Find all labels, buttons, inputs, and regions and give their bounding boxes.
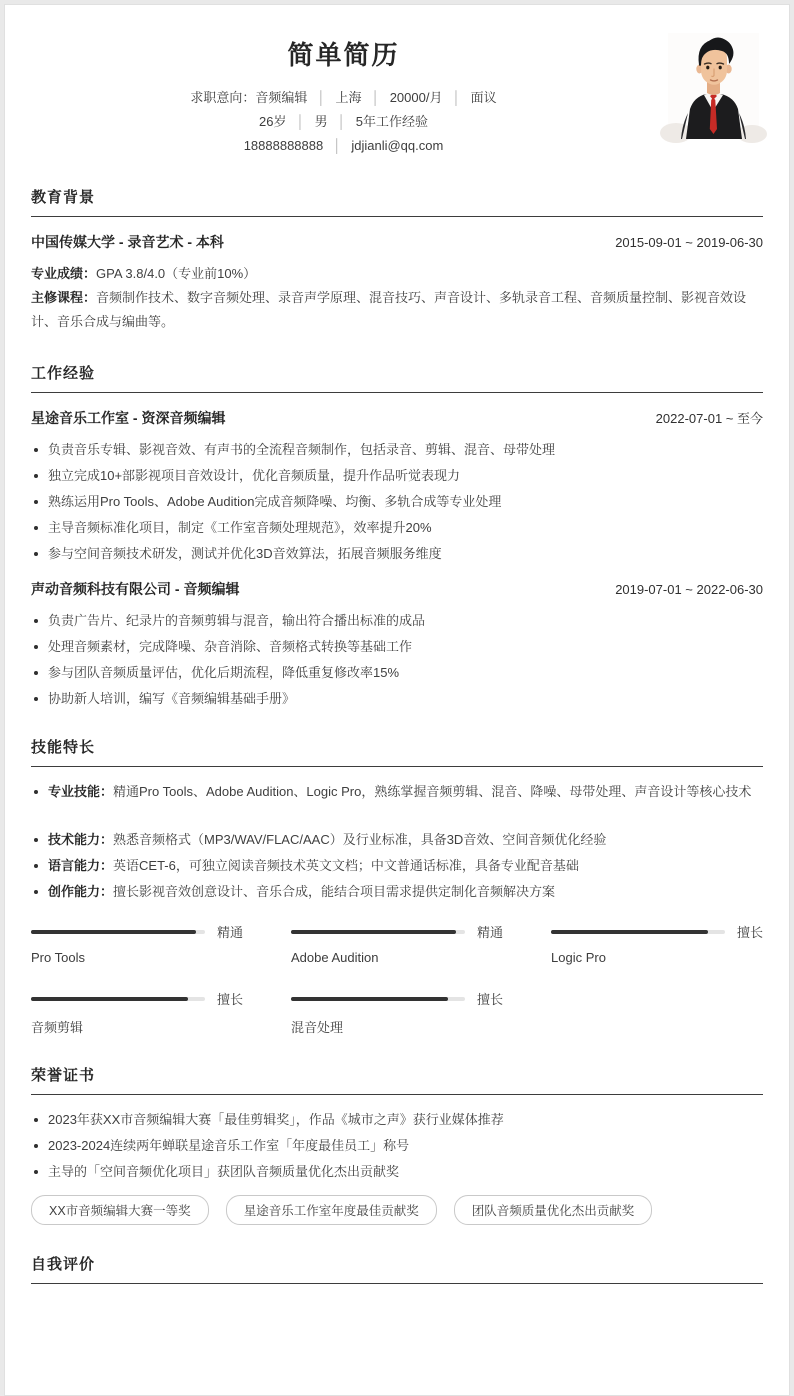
skill-bar-fill (551, 930, 708, 934)
education-gpa-line (31, 262, 763, 286)
skill-bar-row (31, 989, 243, 1008)
contact-separator: │ (337, 114, 346, 129)
job-block (31, 408, 763, 563)
job-list (31, 408, 763, 708)
section-title-education: 教育背景 (31, 186, 763, 217)
skill-bullet (31, 830, 763, 849)
education-date: 2015-09-01 ~ 2019-06-30 (615, 235, 763, 250)
skill-bar-track (31, 997, 205, 1001)
job-bullet: 熟练运用Pro Tools、Adobe Audition完成音频降噪、均衡、多轨合成等专业处理 (31, 492, 763, 511)
contact-separator: │ (296, 114, 305, 129)
education-gpa-text: GPA 3.8/4.0（专业前10%） (96, 266, 257, 281)
skill-name: Pro Tools (31, 950, 85, 965)
contact-item: 18888888888 (243, 138, 324, 153)
education-courses-line (31, 286, 763, 334)
skill-bar-item (291, 989, 503, 1036)
honor-bullet: 2023年获XX市音频编辑大赛「最佳剪辑奖」，作品《城市之声》获行业媒体推荐 (31, 1110, 763, 1129)
page-title: 简单简历 (287, 40, 400, 70)
job-heading-row (31, 579, 763, 599)
honor-tags (31, 1195, 763, 1225)
education-courses-text: 音频制作技术、数字音频处理、录音声学原理、混音技巧、声音设计、多轨录音工程、音频质量控制、影视音效设计、音乐合成与编曲等。 (31, 290, 747, 329)
education-courses-label: 主修课程： (31, 290, 97, 305)
job-bullet-list (31, 611, 763, 708)
contact-item: jdjianli@qq.com (351, 138, 444, 153)
skill-bars-grid (31, 922, 763, 1036)
contact-item: 20000/月 (389, 90, 443, 105)
skill-bar-fill (31, 997, 188, 1001)
contact-item: 男 (314, 114, 328, 129)
skill-level-label: 精通 (216, 925, 243, 940)
job-heading-row (31, 408, 763, 428)
education-heading-row (31, 232, 763, 252)
skill-bar-fill (31, 930, 196, 934)
profile-photo (668, 33, 759, 139)
section-title-self-evaluation: 自我评价 (31, 1253, 763, 1284)
honor-tag-badge: 团队音频质量优化杰出贡献奖 (454, 1195, 653, 1225)
section-self-evaluation (31, 1253, 763, 1284)
skill-level-label: 擅长 (476, 992, 503, 1007)
job-bullet: 协助新人培训，编写《音频编辑基础手册》 (31, 689, 763, 708)
resume-header (31, 33, 763, 158)
skills-bullet-list (31, 782, 763, 901)
skill-bar-track (31, 930, 205, 934)
skill-name: Adobe Audition (291, 950, 379, 965)
contact-line-intention (31, 86, 656, 110)
job-bullet: 参与团队音频质量评估，优化后期流程，降低重复修改率15% (31, 663, 763, 682)
skill-level-label: 擅长 (736, 925, 763, 940)
skill-bar-item (31, 989, 243, 1036)
skill-name: 混音处理 (291, 1020, 344, 1035)
skill-bar-track (291, 930, 465, 934)
skill-bullet (31, 782, 763, 801)
job-title: 声动音频科技有限公司 - 音频编辑 (31, 581, 240, 597)
skill-bar-row (291, 922, 503, 941)
contact-line-contact (31, 134, 656, 158)
skill-name: 音频剪辑 (31, 1020, 84, 1035)
section-honors (31, 1064, 763, 1225)
skill-bar-item (291, 922, 503, 965)
resume-page (4, 4, 790, 1396)
job-date: 2022-07-01 ~ 至今 (655, 411, 763, 426)
skill-bullet-text: 精通Pro Tools、Adobe Audition、Logic Pro，熟练掌握音频剪辑、混音、降噪、母带处理、声音设计等核心技术 (113, 784, 752, 799)
skill-bullet-text: 擅长影视音效创意设计、音乐合成，能结合项目需求提供定制化音频解决方案 (113, 884, 556, 899)
section-experience (31, 362, 763, 708)
job-block (31, 579, 763, 708)
contact-item: 26岁 (259, 114, 287, 129)
skill-bar-row (551, 922, 763, 941)
honors-bullet-list (31, 1110, 763, 1181)
skill-bar-track (291, 997, 465, 1001)
job-date: 2019-07-01 ~ 2022-06-30 (615, 582, 763, 597)
job-bullet: 主导音频标准化项目，制定《工作室音频处理规范》，效率提升20% (31, 518, 763, 537)
job-bullet: 参与空间音频技术研发，测试并优化3D音效算法，拓展音频服务维度 (31, 544, 763, 563)
skill-bar-row (31, 922, 243, 941)
skill-bar-item (551, 922, 763, 965)
section-skills (31, 736, 763, 1036)
skill-bullet (31, 856, 763, 875)
contact-separator: │ (317, 90, 326, 105)
contact-item: 面议 (470, 90, 497, 105)
contact-separator: │ (452, 90, 461, 105)
skill-bar-fill (291, 930, 456, 934)
skill-bar-row (291, 989, 503, 1008)
honor-bullet: 主导的「空间音频优化项目」获团队音频质量优化杰出贡献奖 (31, 1162, 763, 1181)
skill-bullet-label: 技术能力： (48, 832, 114, 847)
job-bullet-list (31, 440, 763, 563)
skill-bullet-label: 语言能力： (48, 858, 114, 873)
contact-separator: │ (371, 90, 380, 105)
contact-line-profile (31, 110, 656, 134)
contact-item: 上海 (335, 90, 362, 105)
skill-level-label: 擅长 (216, 992, 243, 1007)
job-bullet: 处理音频素材，完成降噪、杂音消除、音频格式转换等基础工作 (31, 637, 763, 656)
honor-tag-badge: 星途音乐工作室年度最佳贡献奖 (226, 1195, 437, 1225)
section-title-honors: 荣誉证书 (31, 1064, 763, 1095)
contact-item: 求职意向：音频编辑 (190, 90, 308, 105)
job-bullet: 负责广告片、纪录片的音频剪辑与混音，输出符合播出标准的成品 (31, 611, 763, 630)
skill-bullet-label: 创作能力： (48, 884, 114, 899)
skill-bullet-label: 专业技能： (48, 784, 114, 799)
contact-item: 5年工作经验 (355, 114, 428, 129)
resume-header-main (31, 33, 656, 158)
skill-bar-fill (291, 997, 448, 1001)
job-bullet: 负责音乐专辑、影视音效、有声书的全流程音频制作，包括录音、剪辑、混音、母带处理 (31, 440, 763, 459)
section-title-experience: 工作经验 (31, 362, 763, 393)
job-bullet: 独立完成10+部影视项目音效设计，优化音频质量，提升作品听觉表现力 (31, 466, 763, 485)
honor-bullet: 2023-2024连续两年蝉联星途音乐工作室「年度最佳员工」称号 (31, 1136, 763, 1155)
avatar-illustration (668, 33, 759, 139)
contact-separator: │ (333, 138, 342, 153)
skill-bullet-text: 熟悉音频格式（MP3/WAV/FLAC/AAC）及行业标准，具备3D音效、空间音频优化经验 (113, 832, 607, 847)
skill-name: Logic Pro (551, 950, 606, 965)
skill-bar-track (551, 930, 725, 934)
section-education (31, 186, 763, 334)
skill-bar-item (31, 922, 243, 965)
skill-bullet (31, 882, 763, 901)
education-gpa-label: 专业成绩： (31, 266, 97, 281)
skill-bullet-text: 英语CET-6，可独立阅读音频技术英文文档；中文普通话标准，具备专业配音基础 (113, 858, 579, 873)
honor-tag-badge: XX市音频编辑大赛一等奖 (31, 1195, 209, 1225)
education-school: 中国传媒大学 - 录音艺术 - 本科 (31, 234, 224, 250)
section-title-skills: 技能特长 (31, 736, 763, 767)
skill-level-label: 精通 (476, 925, 503, 940)
job-title: 星途音乐工作室 - 资深音频编辑 (31, 410, 226, 426)
